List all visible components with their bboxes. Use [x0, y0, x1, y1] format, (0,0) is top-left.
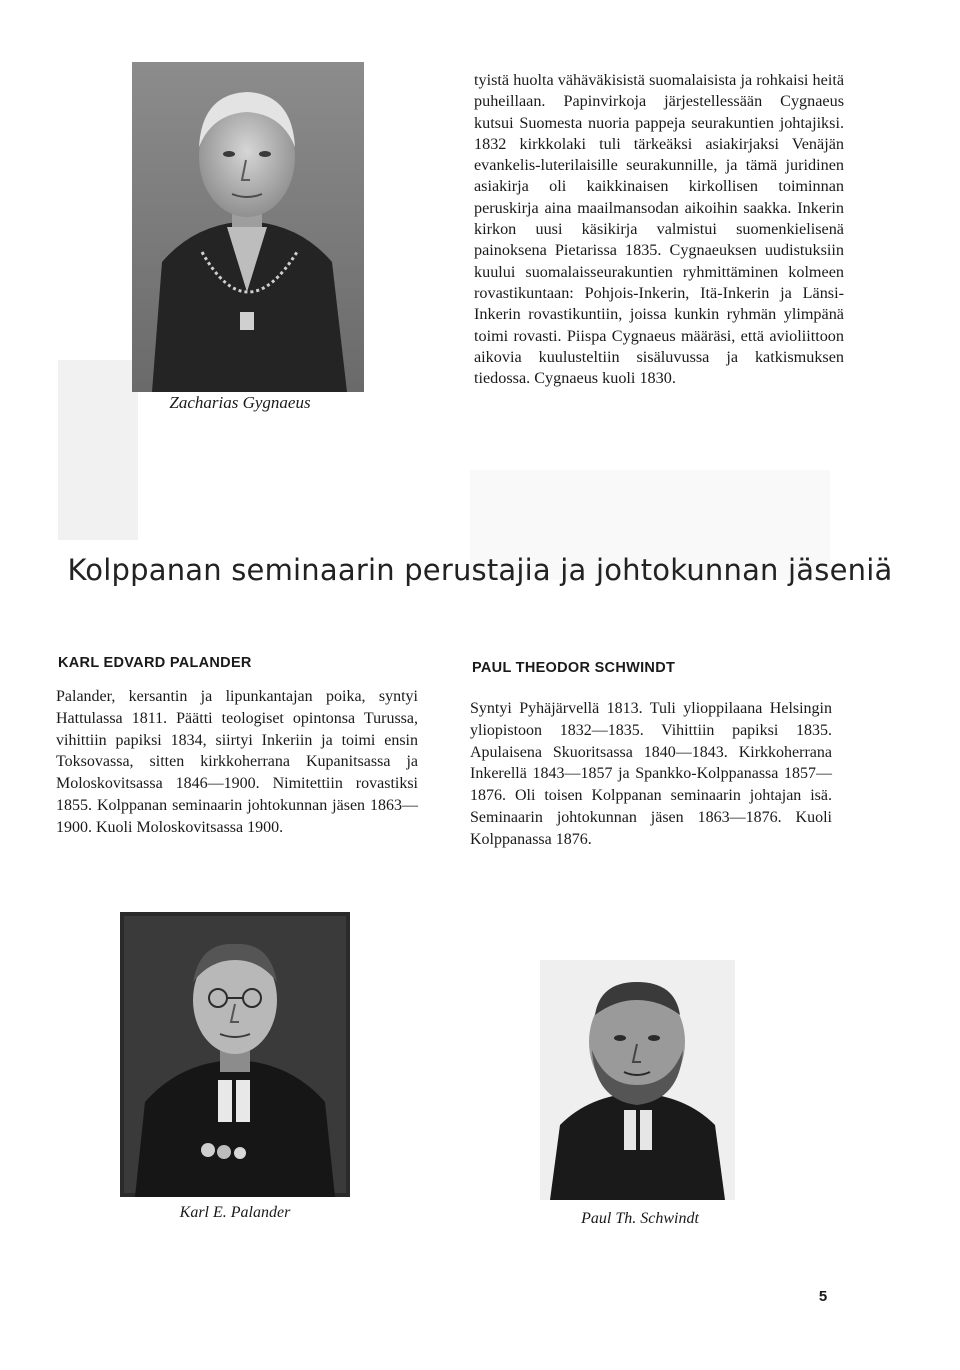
- portrait-caption-schwindt: Paul Th. Schwindt: [581, 1210, 699, 1227]
- portrait-caption-top: Zacharias Gygnaeus: [169, 393, 311, 412]
- page-number: 5: [818, 1288, 828, 1305]
- member-name-palander: KARL EDVARD PALANDER: [58, 655, 252, 671]
- portrait-caption-palander: Karl E. Palander: [179, 1204, 291, 1221]
- portrait-palander: [120, 912, 350, 1197]
- member-name-schwindt: PAUL THEODOR SCHWINDT: [472, 660, 676, 676]
- member-bio-schwindt: Syntyi Pyhäjärvellä 1813. Tuli ylioppilaana Helsingin yliopistoon 1832—1835. Vihittiin papiksi 1835. Apulaisena Skuoritsassa 1840—1843. Kirkkoherrana Inkerellä 1843—1857 ja Spankko-Kolppanassa 1857—1876. Oli toisen Kolppanan seminaarin johtajan isä. Seminaarin johtokunnan jäsen 1863—1876. Kuoli Kolppanassa 1876.: [470, 700, 832, 848]
- portrait-zacharias-cygnaeus: [132, 62, 364, 392]
- member-bio-palander: Palander, kersantin ja lipunkantajan poika, syntyi Hattulassa 1811. Päätti teologiset opintonsa Turussa, vihittiin papiksi 1834, siirtyi Inkeriin ja toimi ensin Toksovassa, sitten kirkkoherrana Kupanitsassa ja Moloskovitsassa 1846—1900. Nimitettiin rovastiksi 1855. Kolppanan seminaarin johtokunnan jäsen 1863—1900. Kuoli Moloskovitsassa 1900.: [56, 688, 418, 836]
- portrait-schwindt: [540, 960, 735, 1200]
- show-through-left: [58, 360, 138, 540]
- section-heading: Kolppanan seminaarin perustajia ja johtokunnan jäseniä: [67, 553, 893, 587]
- intro-paragraph: tyistä huolta vähäväkisistä suomalaisista ja rohkaisi heitä puheillaan. Papinvirkoja järjestellessään Cygnaeus kutsui Suomesta nuoria pappeja seurakuntien johtajiksi. 1832 kirkkolaki tuli tärkeäksi asiakirjaksi Venäjän evankelis-luterilaisille seurakunnille, ja tämä juridinen asiakirja oli kaikkinaisen kirkollisen toiminnan peruskirja aina maailmansodan aikoihin saakka. Inkerin kirkon uusi käsikirja valmistui suomenkielisenä painoksena Pietarissa 1835. Cygnaeuksen uudistuksiin kuului suomalaisseurakuntien ryhmittäminen kolmeen rovastikuntaan: Pohjois-Inkerin, Itä-Inkerin ja Länsi-Inkerin rovastikuntiin, joissa kunkin ryhmän ylimpänä toimi rovasti. Piispa Cygnaeus määräsi, että avioliittoon aikovia kuulusteltiin sisäluvussa ja katkismuksen tiedossa. Cygnaeus kuoli 1830.: [474, 71, 844, 388]
